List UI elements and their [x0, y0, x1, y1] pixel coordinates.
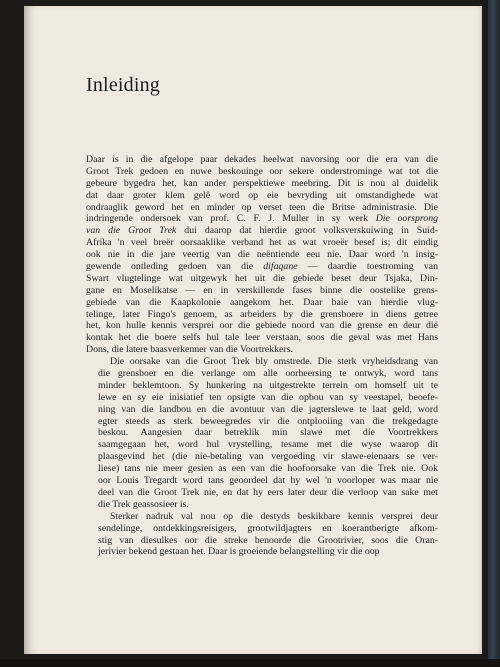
paragraph: [86, 511, 438, 559]
text-line: Daar is in die afgelope paar dekades heelwat navorsing oor die era van die: [86, 154, 438, 165]
text-line: gebiede van die Kaapkolonie aangekom het. Daar baie van hierdie vlug-: [86, 296, 438, 308]
text-line: deel van die Groot Trek nie, en dat hy eers later deur die verloop van sake met: [98, 486, 438, 498]
text-line: telinge, later Fingo's genoem, as arbeiders by die grensboere in diens getree: [86, 308, 438, 320]
text-line: oor Louis Tregardt word tans geoordeel dat hy wel 'n voorloper was maar nie: [98, 475, 438, 487]
text-line: die grensboer en die verlange om alle oorheersing te ontwyk, word tans: [98, 368, 438, 380]
text-line: egter steeds as sterk beweegredes vir die ontplooiing van die trekgedagte: [98, 415, 438, 427]
text-line: die Trek geassosieer is.: [98, 498, 189, 510]
text-line: het, kon hulle kennis versprei oor die gebiede noord van die grense en deur dié: [86, 320, 438, 332]
chapter-title: Inleiding: [86, 74, 161, 96]
text-line: ning van die landbou en die avontuur van die jagterslewe te laat geld, word: [98, 403, 438, 415]
text-line: lewe en sy eie inisiatief ten opsigte van die opbou van sy veestapel, beoefe-: [98, 391, 438, 403]
text-line: ook nie in die jare veertig van die neëntiende eeu nie. Daar word 'n insig-: [86, 249, 438, 261]
paragraph: [86, 356, 438, 511]
text-line: gewende ontleding gedoen van die difaqane — daardie toestroming van: [86, 261, 438, 273]
book-edge-right: [488, 0, 500, 667]
text-line: plaasgevind het (die nie-betaling van vergoeding vir slawe-eienaars se ver-: [98, 451, 438, 463]
text-line: ondraaglik geword het en minder op verset teen die Britse administrasie. Die: [86, 201, 438, 213]
text-line: kontak het die boere selfs hul tale leer verstaan, soos die geval was met Hans: [86, 332, 438, 344]
body-text: [86, 154, 438, 558]
text-line: gane en Moselikatse — en in verskillende fases binne die oostelike grens-: [86, 284, 438, 296]
text-line: jerivier bekend gestaan het. Daar is groeiende belangstelling vir die oop: [98, 546, 380, 558]
text-line: Dons, die latere baasverkenner van die Voortrekkers.: [86, 344, 293, 356]
paragraph: [86, 154, 438, 356]
text-line: Afrika 'n veel breër oorsaaklike verband het as wat vroeër besef is; dit eindig: [86, 237, 438, 249]
text-line: liese) tans nie meer gesien as een van die hoofoorsake van die Trek nie. Ook: [98, 463, 438, 475]
text-line: beskou. Aangesien daar betreklik min slawe met die Voortrekkers: [98, 427, 438, 439]
text-line: saamgegaan het, word hul vrystelling, tesame met die wyse waarop dit: [98, 439, 438, 451]
text-line: Die oorsake van die Groot Trek bly omstrede. Die sterk vryheidsdrang van: [110, 356, 438, 368]
text-line: Groot Trek gedoen en nuwe beskouinge oor sekere onderstrominge wat tot die: [86, 165, 438, 177]
book-edge-bottom: [0, 659, 500, 667]
text-line: Sterker nadruk val nou op die destyds beskikbare kennis versprei deur: [110, 510, 438, 522]
text-line: Swart vlugtelinge wat uitgewyk het uit die gebiede beset deur Tsjaka, Din-: [86, 272, 438, 284]
text-line: dat daar groter klem gelê word op eie bevryding uit omstandighede wat: [86, 189, 438, 201]
text-line: gebeure bygedra het, kan ander perspektiewe meebring. Dit is nou al duidelik: [86, 177, 438, 189]
text-line: indringende ondersoek van prof. C. F. J. Muller in sy werk Die oorsprong: [86, 213, 438, 225]
text-line: sendelinge, ontdekkingsreisigers, grootwildjagters en koerantberigte afkom-: [98, 522, 438, 534]
text-line: van die Groot Trek dui daarop dat hierdie groot volksverskuiwing in Suid-: [86, 225, 438, 237]
text-line: stig van diesulkes oor die streke benoorde die Grootrivier, soos die Oran-: [98, 534, 438, 546]
text-line: minder beklemtoon. Sy hunkering na uitgestrekte terrein om homself uit te: [98, 379, 438, 391]
book-page: [24, 6, 482, 654]
